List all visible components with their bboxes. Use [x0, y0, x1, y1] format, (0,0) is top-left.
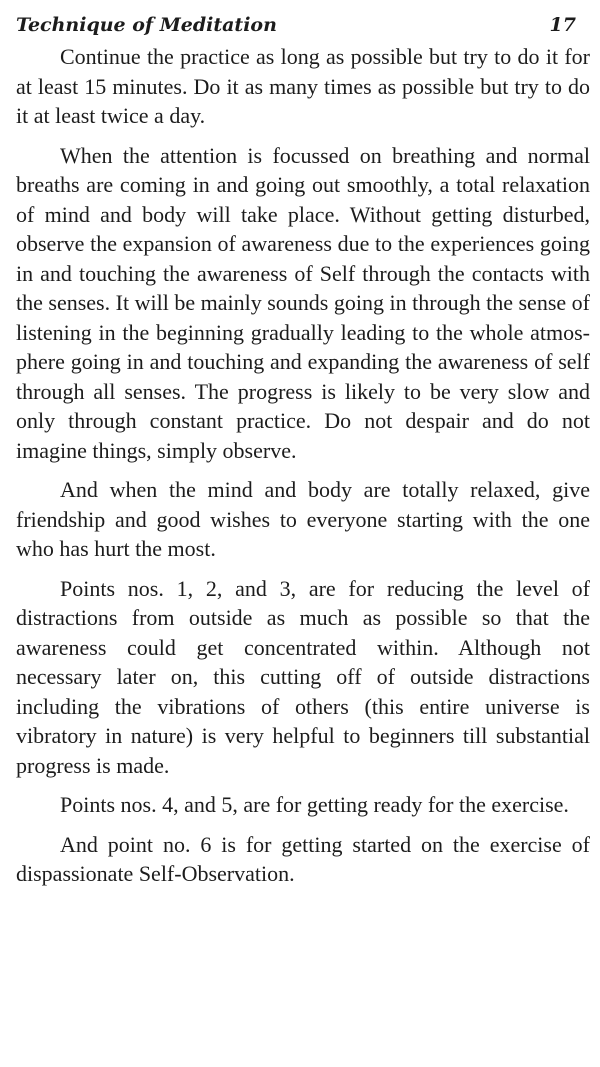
- page-number: 17: [549, 14, 576, 36]
- paragraph: Continue the practice as long as possible but try to do it for at least 15 minutes. Do it as many times as possible but try to do it at least twice a day.: [16, 44, 590, 128]
- paragraph: When the attention is focussed on breathing and normal breaths are coming in and going out smoothly, a total relaxation of mind and body will take place. Without getting disturbed, observe the expansion of awareness due to the experiences going in and touching the awareness of Self through the contacts with the senses. It will be mainly sounds going in through the sense of listening in the beginning gradually leading to the whole atmosphere going in and touching and expanding the awareness of self through all senses. The progress is likely to be very slow and only through constant practice. Do not despair and do not imagine things, simply observe.: [16, 142, 590, 463]
- page-header: [16, 12, 590, 38]
- paragraph: And when the mind and body are totally relaxed, give friendship and good wishes to everyone starting with the one who has hurt the most.: [16, 477, 590, 561]
- paragraph: And point no. 6 is for getting started on the exercise of dispassionate Self-Observation.: [16, 831, 590, 886]
- paragraph: Points nos. 1, 2, and 3, are for reducing the level of distractions from outside as much as possible so that the awareness could get concentrated within. Although not necessary later on, this cutting off of outside distractions including the vibrations of others (this entire universe is vibratory in nature) is very helpful to beginners till substantial progress is made.: [16, 575, 590, 778]
- running-title: Technique of Meditation: [16, 14, 277, 36]
- paragraph: Points nos. 4, and 5, are for getting ready for the exercise.: [60, 792, 569, 817]
